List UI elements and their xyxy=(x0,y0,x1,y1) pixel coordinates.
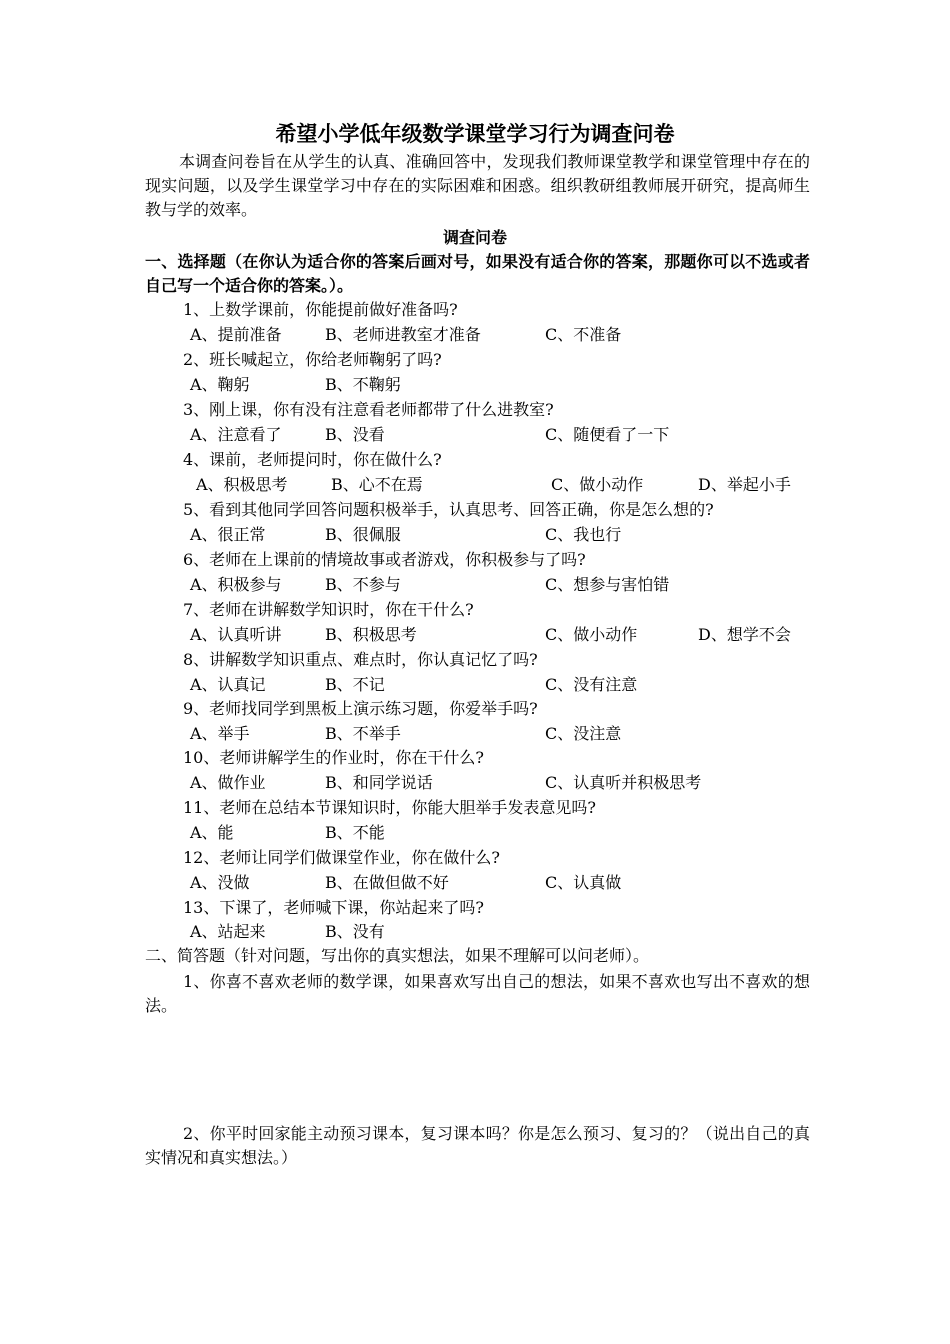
question-9-options xyxy=(190,722,830,746)
option-c: C、没注意 xyxy=(545,724,622,743)
option-a: A、很正常 xyxy=(190,525,266,544)
option-b: B、老师进教室才准备 xyxy=(325,325,481,344)
option-c: C、想参与害怕错 xyxy=(545,575,670,594)
question-8: 8、讲解数学知识重点、难点时，你认真记忆了吗? xyxy=(183,650,538,669)
option-b: B、没看 xyxy=(325,425,385,444)
question-6: 6、老师在上课前的情境故事或者游戏，你积极参与了吗? xyxy=(183,550,586,569)
question-12-options xyxy=(190,871,830,895)
option-b: B、没有 xyxy=(325,922,385,941)
question-2-options xyxy=(190,373,830,397)
option-a: A、没做 xyxy=(190,873,250,892)
question-3: 3、刚上课，你有没有注意看老师都带了什么进教室? xyxy=(183,400,554,419)
option-c: C、认真听并积极思考 xyxy=(545,773,702,792)
question-13: 13、下课了，老师喊下课，你站起来了吗? xyxy=(183,898,484,917)
option-c: C、认真做 xyxy=(545,873,622,892)
option-b: B、积极思考 xyxy=(325,625,417,644)
question-1-options xyxy=(190,323,830,347)
option-b: B、不参与 xyxy=(325,575,401,594)
question-10: 10、老师讲解学生的作业时，你在干什么? xyxy=(183,748,484,767)
question-11: 11、老师在总结本节课知识时，你能大胆举手发表意见吗? xyxy=(183,798,596,817)
question-9: 9、老师找同学到黑板上演示练习题，你爱举手吗? xyxy=(183,699,538,718)
option-b: B、和同学说话 xyxy=(325,773,433,792)
section1-heading: 一、选择题（在你认为适合你的答案后画对号，如果没有适合你的答案，那题你可以不选或者自己写一个适合你的答案。）。 xyxy=(145,252,810,295)
question-11-options xyxy=(190,821,830,845)
option-a: A、鞠躬 xyxy=(190,375,250,394)
option-a: A、举手 xyxy=(190,724,250,743)
question-7: 7、老师在讲解数学知识时，你在干什么? xyxy=(183,600,474,619)
question-10-options xyxy=(190,771,830,795)
option-b: B、很佩服 xyxy=(325,525,401,544)
intro-paragraph: 本调查问卷旨在从学生的认真、准确回答中，发现我们教师课堂教学和课堂管理中存在的现实问题，以及学生课堂学习中存在的实际困难和困惑。组织教研组教师展开研究，提高师生教与学的效率。 xyxy=(145,152,810,219)
option-a: A、认真记 xyxy=(190,675,266,694)
option-b: B、心不在焉 xyxy=(331,475,423,494)
option-a: A、认真听讲 xyxy=(190,625,282,644)
option-d: D、举起小手 xyxy=(698,475,791,494)
option-c: C、我也行 xyxy=(545,525,622,544)
question-1: 1、上数学课前，你能提前做好准备吗? xyxy=(183,300,458,319)
question-2: 2、班长喊起立，你给老师鞠躬了吗? xyxy=(183,350,442,369)
question-6-options xyxy=(190,573,830,597)
option-c: C、做小动作 xyxy=(545,625,638,644)
option-a: A、站起来 xyxy=(190,922,266,941)
option-a: A、积极参与 xyxy=(190,575,282,594)
question-3-options xyxy=(190,423,830,447)
question-13-options xyxy=(190,920,830,944)
question-5: 5、看到其他同学回答问题积极举手，认真思考、回答正确，你是怎么想的? xyxy=(183,500,714,519)
option-b: B、不能 xyxy=(325,823,385,842)
option-a: A、积极思考 xyxy=(196,475,288,494)
section2-heading: 二、简答题（针对问题，写出你的真实想法，如果不理解可以问老师）。 xyxy=(145,946,650,965)
option-b: B、不举手 xyxy=(325,724,401,743)
question-5-options xyxy=(190,523,830,547)
document-title: 希望小学低年级数学课堂学习行为调查问卷 xyxy=(275,121,675,146)
question-4-options xyxy=(190,473,830,497)
option-a: A、能 xyxy=(190,823,234,842)
questionnaire-subtitle: 调查问卷 xyxy=(442,228,507,247)
option-d: D、想学不会 xyxy=(698,625,791,644)
question-8-options xyxy=(190,673,830,697)
option-a: A、提前准备 xyxy=(190,325,282,344)
option-c: C、没有注意 xyxy=(545,675,638,694)
question-7-options xyxy=(190,623,830,647)
option-b: B、在做但做不好 xyxy=(325,873,449,892)
option-a: A、注意看了 xyxy=(190,425,282,444)
option-c: C、做小动作 xyxy=(551,475,644,494)
option-c: C、不准备 xyxy=(545,325,622,344)
question-12: 12、老师让同学们做课堂作业，你在做什么? xyxy=(183,848,500,867)
open-question-2: 2、你平时回家能主动预习课本，复习课本吗？你是怎么预习、复习的？（说出自己的真实情况和真实想法。） xyxy=(145,1124,810,1167)
question-4: 4、课前，老师提问时，你在做什么? xyxy=(183,450,442,469)
option-b: B、不记 xyxy=(325,675,385,694)
option-a: A、做作业 xyxy=(190,773,266,792)
option-b: B、不鞠躬 xyxy=(325,375,401,394)
option-c: C、随便看了一下 xyxy=(545,425,670,444)
open-question-1: 1、你喜不喜欢老师的数学课，如果喜欢写出自己的想法，如果不喜欢也写出不喜欢的想法。 xyxy=(145,972,810,1015)
